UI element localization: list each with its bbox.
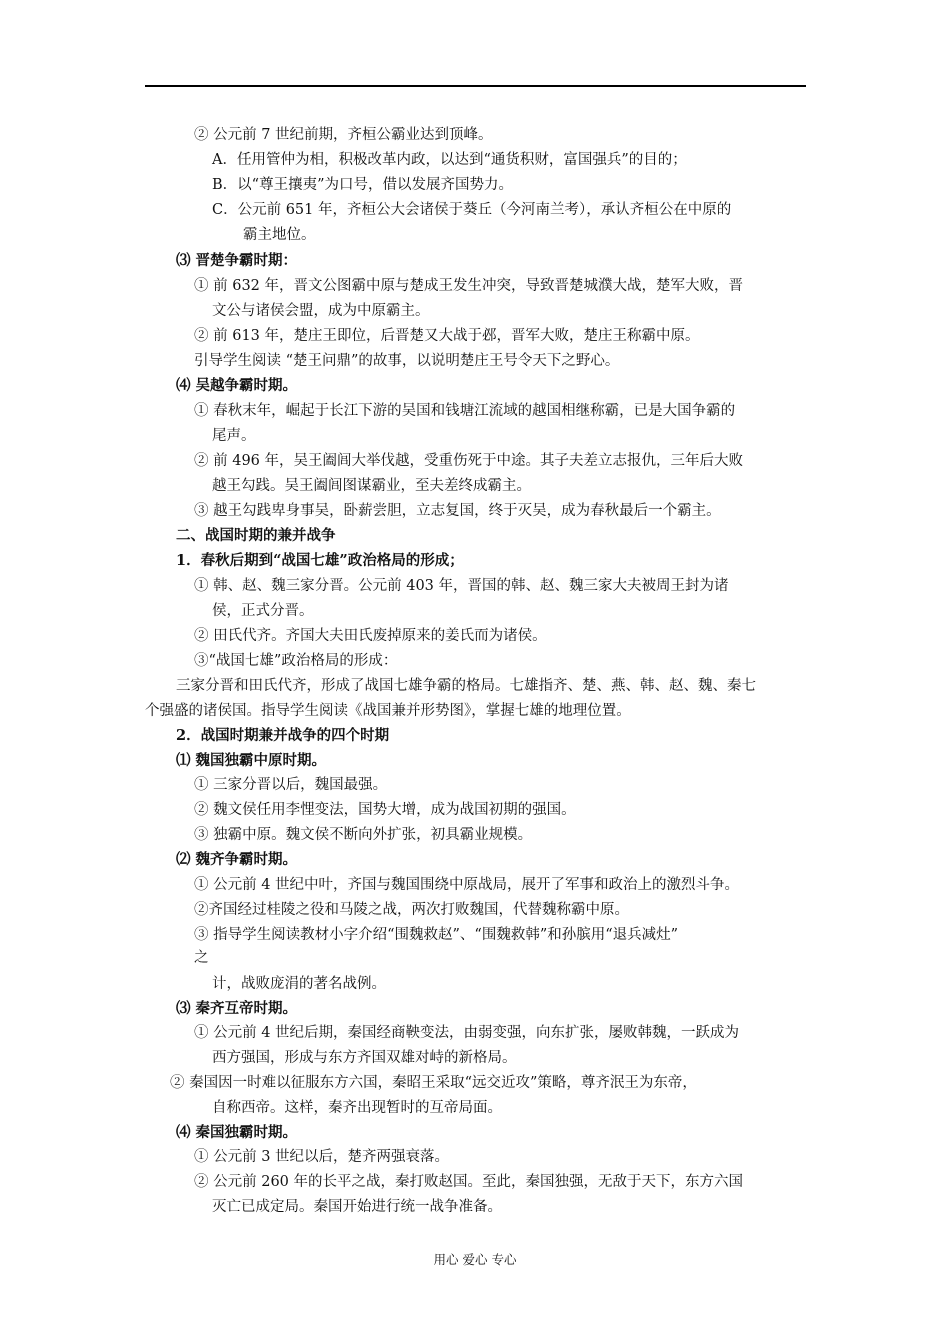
text-line: 文公与诸侯会盟，成为中原霸主。 bbox=[212, 303, 430, 319]
section-heading: ⑶ 秦齐互帝时期。 bbox=[176, 1000, 298, 1017]
text-line: 三家分晋和田氏代齐，形成了战国七雄争霸的格局。七雄指齐、楚、燕、韩、赵、魏、秦七 bbox=[176, 678, 756, 694]
text-line: ② 公元前 260 年的长平之战，秦打败赵国。至此，秦国独强，无敌于天下，东方六国 bbox=[194, 1174, 744, 1190]
section-heading: 2．战国时期兼并战争的四个时期 bbox=[176, 727, 390, 744]
text-line: ① 公元前 4 世纪中叶，齐国与魏国围绕中原战局，展开了军事和政治上的激烈斗争。 bbox=[194, 877, 740, 893]
text-line: A．任用管仲为相，积极改革内政，以达到“通货积财，富国强兵”的目的； bbox=[212, 152, 687, 168]
text-line: ③“战国七雄”政治格局的形成： bbox=[194, 653, 398, 669]
page-footer: 用心 爱心 专心 bbox=[433, 1252, 517, 1267]
text-line: ② 田氏代齐。齐国大夫田氏废掉原来的姜氏而为诸侯。 bbox=[194, 628, 547, 644]
section-heading: ⑴ 魏国独霸中原时期。 bbox=[176, 752, 327, 769]
text-line: 之 bbox=[194, 950, 209, 966]
text-line: 霸主地位。 bbox=[243, 227, 316, 243]
text-line: ② 公元前 7 世纪前期，齐桓公霸业达到顶峰。 bbox=[194, 127, 493, 143]
text-line: 尾声。 bbox=[212, 428, 256, 444]
text-line: ③ 指导学生阅读教材小字介绍“围魏救赵”、“围魏救韩”和孙膑用“退兵减灶” bbox=[194, 927, 679, 943]
text-line: ②齐国经过桂陵之役和马陵之战，两次打败魏国，代替魏称霸中原。 bbox=[194, 902, 629, 918]
text-line: C．公元前 651 年，齐桓公大会诸侯于葵丘（今河南兰考），承认齐桓公在中原的 bbox=[212, 202, 732, 218]
text-line: 个强盛的诸侯国。指导学生阅读《战国兼并形势图》，掌握七雄的地理位置。 bbox=[145, 703, 631, 719]
text-line: B．以“尊王攘夷”为口号，借以发展齐国势力。 bbox=[212, 177, 513, 193]
text-line: 越王勾践。吴王阖闾图谋霸业，至夫差终成霸主。 bbox=[212, 478, 531, 494]
section-heading: 二、战国时期的兼并战争 bbox=[176, 527, 336, 544]
text-line: ① 公元前 3 世纪以后，楚齐两强衰落。 bbox=[194, 1149, 450, 1165]
text-line: ② 秦国因一时难以征服东方六国，秦昭王采取“远交近攻”策略，尊齐泯王为东帝， bbox=[170, 1075, 697, 1091]
section-heading: ⑶ 晋楚争霸时期： bbox=[176, 252, 298, 269]
text-line: ③ 越王勾践卑身事吴，卧薪尝胆，立志复国，终于灭吴，成为春秋最后一个霸主。 bbox=[194, 503, 721, 519]
text-line: ① 三家分晋以后，魏国最强。 bbox=[194, 777, 388, 793]
section-heading: ⑷ 秦国独霸时期。 bbox=[176, 1124, 298, 1141]
text-line: ① 前 632 年，晋文公图霸中原与楚成王发生冲突，导致晋楚城濮大战，楚军大败，晋 bbox=[194, 278, 744, 294]
text-line: 自称西帝。这样，秦齐出现暂时的互帝局面。 bbox=[212, 1100, 502, 1116]
text-line: ① 春秋末年，崛起于长江下游的吴国和钱塘江流域的越国相继称霸，已是大国争霸的 bbox=[194, 403, 736, 419]
text-line: ② 魏文侯任用李悝变法，国势大增，成为战国初期的强国。 bbox=[194, 802, 576, 818]
text-line: 西方强国，形成与东方齐国双雄对峙的新格局。 bbox=[212, 1050, 517, 1066]
text-line: 灭亡已成定局。秦国开始进行统一战争准备。 bbox=[212, 1199, 502, 1215]
text-line: ② 前 496 年，吴王阖闾大举伐越，受重伤死于中途。其子夫差立志报仇，三年后大败 bbox=[194, 453, 744, 469]
text-line: ③ 独霸中原。魏文侯不断向外扩张，初具霸业规模。 bbox=[194, 827, 533, 843]
text-line: 引导学生阅读 “楚王问鼎”的故事，以说明楚庄王号令天下之野心。 bbox=[194, 353, 620, 369]
section-heading: ⑵ 魏齐争霸时期。 bbox=[176, 851, 298, 868]
section-heading: ⑷ 吴越争霸时期。 bbox=[176, 377, 298, 394]
section-heading: 1．春秋后期到“战国七雄”政治格局的形成； bbox=[176, 552, 464, 569]
text-line: ② 前 613 年，楚庄王即位，后晋楚又大战于邲，晋军大败，楚庄王称霸中原。 bbox=[194, 328, 700, 344]
text-line: 侯，正式分晋。 bbox=[212, 603, 314, 619]
text-line: ① 公元前 4 世纪后期，秦国经商鞅变法，由弱变强，向东扩张，屡败韩魏，一跃成为 bbox=[194, 1025, 740, 1041]
text-line: 计，战败庞涓的著名战例。 bbox=[212, 976, 386, 992]
header-rule bbox=[145, 85, 806, 87]
text-line: ① 韩、赵、魏三家分晋。公元前 403 年，晋国的韩、赵、魏三家大夫被周王封为诸 bbox=[194, 578, 729, 594]
